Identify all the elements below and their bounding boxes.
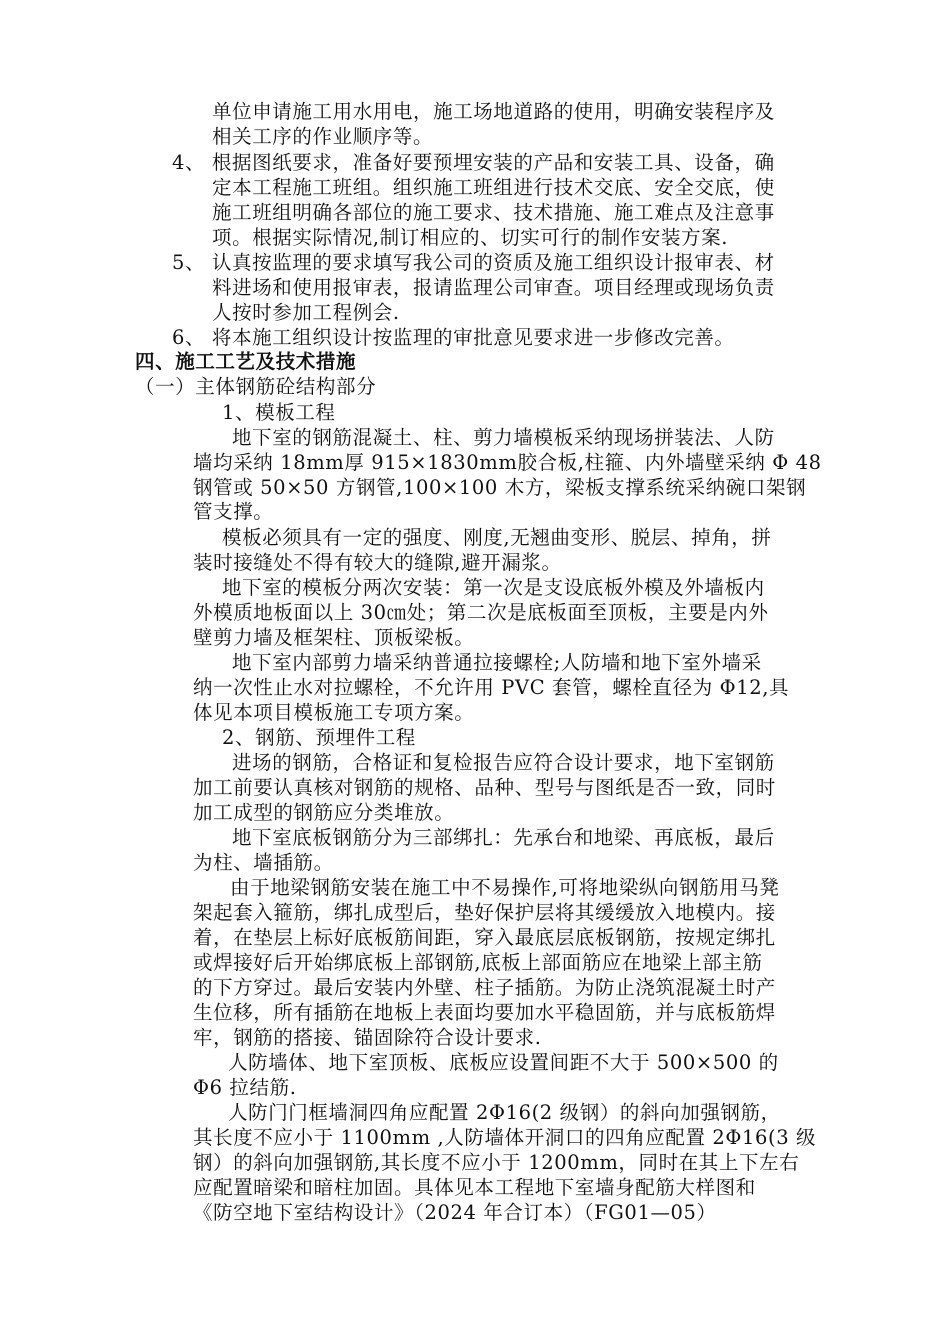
paragraph-line: 地下室底板钢筋分为三部绑扎：先承台和地梁、再底板，最后 [232, 826, 775, 849]
text-line: 施工班组明确各部位的施工要求、技术措施、施工难点及注意事 [212, 201, 775, 224]
paragraph-line: 钢管或 50×50 方钢管,100×100 木方，梁板支撑系统采纳碗口架钢 [193, 476, 807, 499]
list-item-4: 4、 根据图纸要求，准备好要预埋安装的产品和安装工具、设备，确 [172, 151, 775, 174]
paragraph-line: 地下室的钢筋混凝土、柱、剪力墙模板采纳现场拼装法、人防 [232, 426, 775, 449]
paragraph-line: 加工前要认真核对钢筋的规格、品种、型号与图纸是否一致，同时 [193, 776, 776, 799]
paragraph-line: 加工成型的钢筋应分类堆放。 [193, 801, 455, 824]
paragraph-line: 管支撑。 [193, 500, 274, 523]
paragraph-line: Φ6 拉结筋. [193, 1076, 297, 1099]
paragraph-line: 墙均采纳 18mm厚 915×1830mm胶合板,柱箍、内外墙壁采纳 Φ 48 [193, 451, 822, 474]
paragraph-line: 其长度不应小于 1100mm ,人防墙体开洞口的四角应配置 2Φ16(3 级 [193, 1126, 817, 1149]
paragraph-line: 纳一次性止水对拉螺栓，不允许用 PVC 套管，螺栓直径为 Φ12,具 [193, 676, 790, 699]
paragraph-line: 地下室内部剪力墙采纳普通拉接螺栓;人防墙和地下室外墙采 [232, 651, 762, 674]
text-line: 人按时参加工程例会. [212, 301, 400, 324]
paragraph-line: 由于地梁钢筋安装在施工中不易操作,可将地梁纵向钢筋用马凳 [230, 876, 780, 899]
section-heading: 四、施工工艺及技术措施 [135, 350, 357, 373]
paragraph-line: 进场的钢筋，合格证和复检报告应符合设计要求，地下室钢筋 [232, 751, 775, 774]
paragraph-line: 壁剪力墙及框架柱、顶板梁板。 [193, 626, 475, 649]
paragraph-line: 装时接缝处不得有较大的缝隙,避开漏浆。 [193, 551, 562, 574]
paragraph-line: 应配置暗梁和暗柱加固。具体见本工程地下室墙身配筋大样图和 [193, 1176, 756, 1199]
list-item-6: 6、 将本施工组织设计按监理的审批意见要求进一步修改完善。 [172, 326, 735, 349]
paragraph-line: 的下方穿过。最后安装内外壁、柱子插筋。为防止浇筑混凝土时产 [193, 976, 776, 999]
paragraph-line: 人防门门框墙洞四角应配置 2Φ16(2 级钢）的斜向加强钢筋， [228, 1101, 781, 1124]
text-line: 项。根据实际情况,制订相应的、切实可行的制作安装方案. [212, 226, 729, 249]
paragraph-line: 外模质地板面以上 30㎝处；第二次是底板面至顶板，主要是内外 [193, 601, 769, 624]
paragraph-line: 钢）的斜向加强钢筋,其长度不应小于 1200mm，同时在其上下左右 [193, 1151, 800, 1174]
item-heading: 1、模板工程 [222, 401, 336, 424]
paragraph-line: 生位移，所有插筋在地板上表面均要加水平稳固筋，并与底板筋焊 [193, 1001, 776, 1024]
text-line: 单位申请施工用水用电，施工场地道路的使用，明确安装程序及 [212, 100, 775, 123]
paragraph-line: 或焊接好后开始绑底板上部钢筋,底板上部面筋应在地梁上部主筋 [193, 951, 763, 974]
paragraph-line: 牢，钢筋的搭接、锚固除符合设计要求. [193, 1026, 542, 1049]
list-item-5: 5、 认真按监理的要求填写我公司的资质及施工组织设计报审表、材 [172, 251, 775, 274]
paragraph-line: 架起套入箍筋，绑扎成型后，垫好保护层将其缓缓放入地模内。接 [193, 901, 776, 924]
paragraph-line: 地下室的模板分两次安装：第一次是支设底板外模及外墙板内 [222, 576, 765, 599]
text-line: 相关工序的作业顺序等。 [212, 125, 434, 148]
text-line: 定本工程施工班组。组织施工班组进行技术交底、安全交底，使 [212, 176, 775, 199]
paragraph-line: 模板必须具有一定的强度、刚度,无翘曲变形、脱层、掉角，拼 [222, 526, 772, 549]
paragraph-line: 《防空地下室结构设计》（2024 年合订本）（FG01—05） [193, 1201, 717, 1224]
paragraph-line: 人防墙体、地下室顶板、底板应设置间距不大于 500×500 的 [228, 1051, 779, 1074]
paragraph-line: 体见本项目模板施工专项方案。 [193, 701, 475, 724]
item-heading: 2、钢筋、预埋件工程 [222, 726, 416, 749]
paragraph-line: 为柱、墙插筋。 [193, 851, 334, 874]
text-line: 料进场和使用报审表，报请监理公司审查。项目经理或现场负责 [212, 276, 775, 299]
paragraph-line: 着，在垫层上标好底板筋间距，穿入最底层底板钢筋，按规定绑扎 [193, 926, 776, 949]
subsection-heading: （一）主体钢筋砼结构部分 [135, 375, 377, 398]
